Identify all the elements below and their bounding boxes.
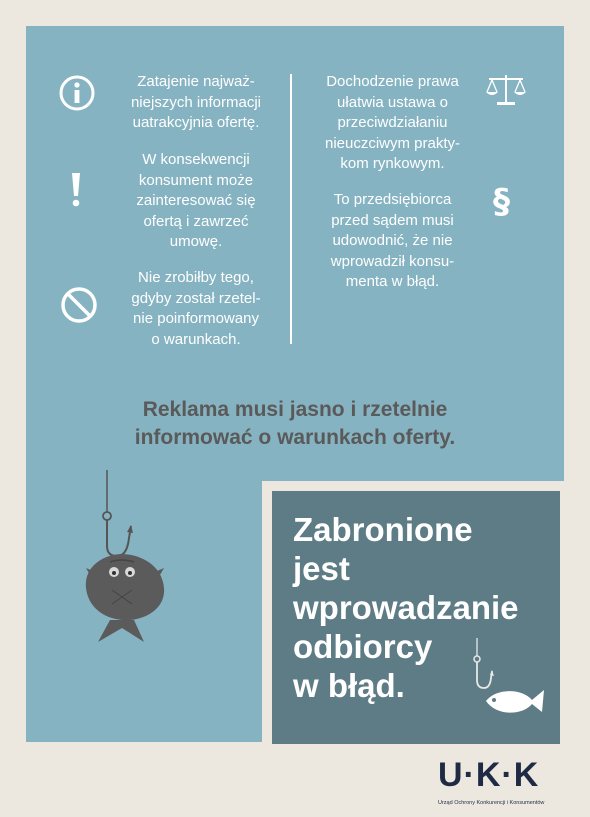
headline: Reklama musi jasno i rzetelnie informować o warunkach oferty.	[134, 398, 456, 449]
right-item-text: Dochodzenie prawa ułatwia ustawa o przeciwdziałaniu nieuczciwym prakty- kom rynkowym.	[324, 73, 461, 172]
prohibited-icon	[59, 285, 99, 325]
left-item-text: Nie zrobiłby tego, gdyby został rzetel- nie poinformowany o warunkach.	[131, 269, 261, 348]
column-divider	[290, 74, 292, 344]
info-icon	[58, 74, 96, 112]
logo-name: Urząd Ochrony Konkurencji i Konsumentów	[438, 800, 545, 806]
left-item-text: Zatajenie najważ- niejszych informacji uatrakcyjnia ofertę.	[130, 73, 262, 131]
hooked-fish-icon	[80, 470, 170, 655]
fish-hook-icon	[462, 638, 548, 720]
paragraph-icon: §	[493, 182, 510, 222]
exclamation-icon	[66, 170, 86, 210]
right-item-text: To przedsiębiorca przed sądem musi udowodnić, że nie wprowadził konsu- menta w błąd.	[330, 191, 455, 290]
warning-text: Zabronione jest wprowadzanie odbiorcy w błąd.	[293, 511, 519, 704]
left-item-text: W konsekwencji konsument może zainteresować się ofertą i zawrzeć umowę.	[136, 151, 256, 250]
scales-icon	[484, 72, 528, 108]
logo: U·K·K	[438, 756, 540, 794]
